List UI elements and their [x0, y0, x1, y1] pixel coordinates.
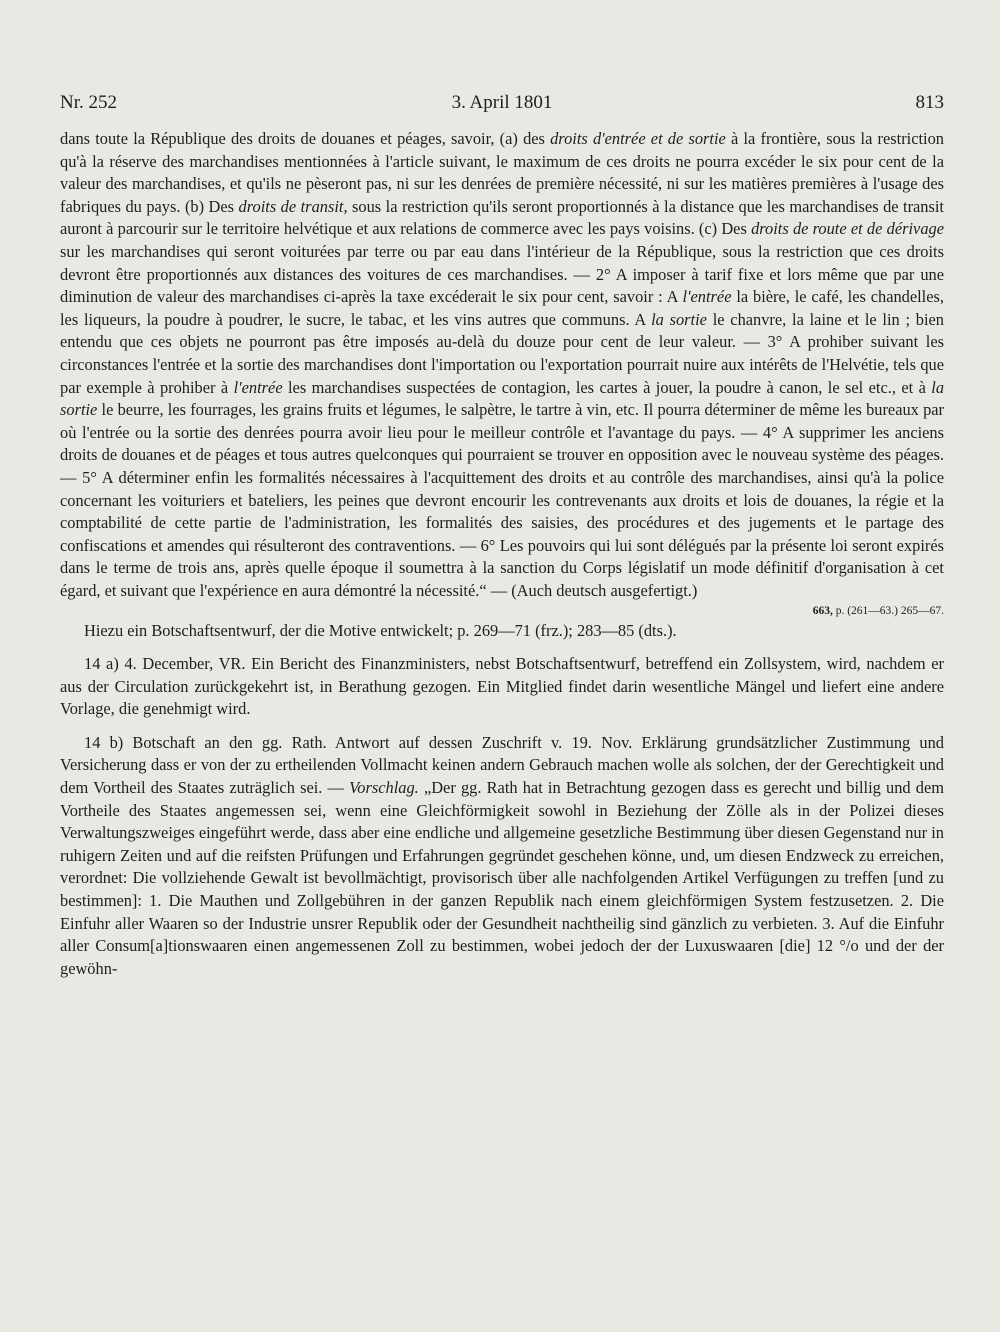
source-citation: 663, p. (261—63.) 265—67.	[812, 605, 944, 618]
italic-term: la sortie	[651, 309, 707, 329]
document-number: Nr. 252	[60, 92, 117, 113]
italic-term: droits d'entrée et de sortie	[550, 129, 726, 148]
header-date: 3. April 1801	[451, 92, 553, 113]
page-header	[60, 92, 944, 118]
section-14a: 14 a) 4. December, VR. Ein Bericht des Finanzministers, nebst Botschaftsentwurf, betreffend ein Zollsystem, wird, nachdem er aus der Circulation zurückgekehrt ist, in Berathung gezogen. Ein Mitglied findet darin wesentliche Mängel und liefert eine andere Vorlage, die genehmigt wird.	[60, 654, 944, 719]
french-law-paragraph: dans toute la République des droits de douanes et péages, savoir, (a) des droits d'entrée et de sortie à la frontière, sous la restriction qu'à la réserve des marchandises mentionnées à l'article suivant, le maximum de ces droits ne pourra excéder le six pour cent de la valeur des marchandises, et qu'ils ne pèseront pas, ni sur les denrées de première nécessité, ni sur les matières premières à l'usage des fabriques du pays. (b) Des droits de transit, sous la restriction qu'ils seront proportionnés à la distance que les marchandises de transit auront à parcourir sur le territoire helvétique et aux relations de commerce avec les pays voisins. (c) Des droits de route et de dérivage sur les marchandises qui seront voiturées par terre ou par eau dans l'intérieur de la République, sous la restriction que ces droits devront être proportionnés aux distances des voitures de ces marchandises. — 2° A imposer à tarif fixe et lors même que par une diminution de valeur des marchandises ci-après la taxe excéderait le six pour cent, savoir : A l'entrée la bière, le café, les chandelles, les liqueurs, la poudre à poudrer, le sucre, le tabac, et les vins autres que communs. A la sortie le chanvre, la laine et le lin ; bien entendu que ces objets ne pourront pas être imposés au-delà du douze pour cent de leur valeur. — 3° A prohiber suivant les circonstances l'entrée et la sortie des marchandises dont l'importation ou l'exportation pourrait nuire aux intérêts de l'Helvétie, tels que par exemple à prohiber à l'entrée les marchandises suspectées de contagion, les cartes à jouer, la poudre à canon, le sel etc., et à la sortie le beurre, les fourrages, les grains fruits et légumes, le salpètre, le tartre à vin, etc. Il pourra déterminer de même les bureaux par où l'entrée ou la sortie des denrées pourra avoir lieu pour le meilleur contrôle et l'avantage du pays. — 4° A supprimer les anciens droits de douanes et de péages et tous autres quelconques qui pourraient se trouver en opposition avec le nouveau système des péages. — 5° A déterminer enfin les formalités nécessaires à l'acquittement des droits et au contrôle des marchandises, ainsi qu'à la police concernant les voituriers et bateliers, les peines que devront encourir les contrevenants aux droits et lois de douanes, la régie et la comptabilité de cette partie de l'administration, les formalités des saisies, des procédures et des jugements et le partage des confiscations et amendes qui résulteront des contraventions. — 6° Les pouvoirs qui lui sont délégués par la présente loi seront expirés dans le terme de trois ans, après quelle époque il soumettra à la sanction du Corps législatif un mode définitif d'organisation à cet égard, et suivant que l'expérience en aura démontré la nécessité.“ — (Auch deutsch ausgefertigt.)	[60, 129, 945, 600]
motive-note: Hiezu ein Botschaftsentwurf, der die Motive entwickelt; p. 269—71 (frz.); 283—85 (dts.).	[84, 621, 677, 641]
italic-term: Vorschlag.	[349, 778, 419, 798]
italic-term: droits de route et de dérivage	[751, 219, 944, 239]
italic-term: droits de transit,	[238, 196, 348, 216]
page-number: 813	[915, 92, 944, 113]
italic-term: la sortie	[60, 377, 945, 420]
section-14b: 14 b) Botschaft an den gg. Rath. Antwort auf dessen Zuschrift v. 19. Nov. Erklärung grundsätzlicher Zustimmung und Versicherung dass er von der zu ertheilenden Vollmacht keinen andern Gebrauch machen wolle als solchen, der der Gerechtigkeit und dem Vortheil des Staates zuträglich sei. — Vorschlag. „Der gg. Rath hat in Betrachtung gezogen dass es gerecht und billig und dem Vortheile des Staates angemessen sei, wenn eine Gleichförmigkeit sowohl in Beziehung der Zölle als in der Polizei dieses Verwaltungszweiges eingeführt werde, dass aber eine endliche und allgemeine gesetzliche Bestimmung über diesen Gegenstand nur in ruhigern Zeiten und auf die reifsten Prüfungen und Erfahrungen gegründet geschehen könne, und, um diesen Endzweck zu erreichen, verordnet: Die vollziehende Gewalt ist bevollmächtigt, provisorisch über alle nachfolgenden Artikel Verfügungen zu treffen [und zu bestimmen]: 1. Die Mauthen und Zollgebühren in der ganzen Republik nach einem gleichförmigen System festzusetzen. 2. Die Einfuhr aller Waaren so der Industrie unsrer Republik oder der Gesundheit nachtheilig sind gänzlich zu verbieten. 3. Auf die Einfuhr aller Consum[a]tionswaaren einen angemessenen Zoll zu bestimmen, wobei jedoch der der Luxuswaaren [die] 12 °/o und der der gewöhn-	[60, 732, 944, 978]
page-body	[60, 128, 944, 991]
italic-term: l'entrée	[682, 287, 732, 307]
italic-term: l'entrée	[233, 377, 283, 397]
